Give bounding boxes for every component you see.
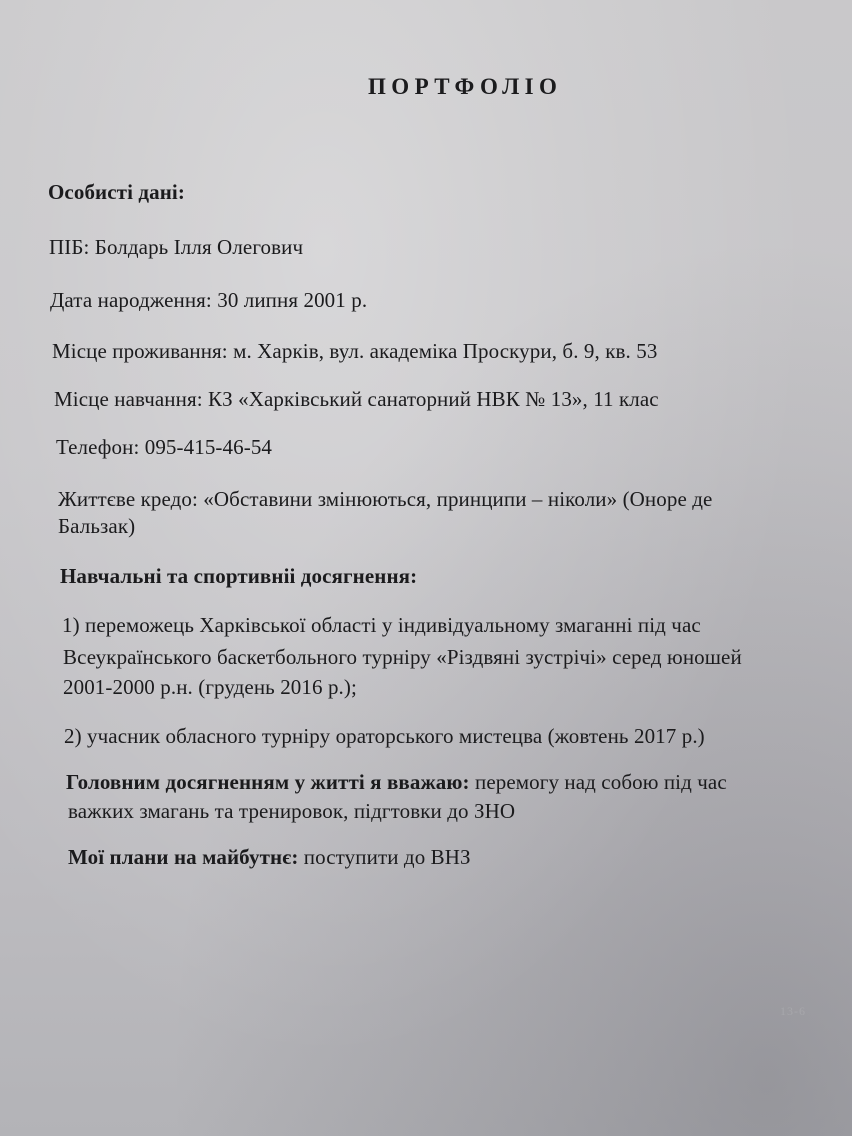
study-place-line: Місце навчання: КЗ «Харківський санаторний НВК № 13», 11 клас: [54, 387, 659, 411]
achievements-heading: Навчальні та спортивніі досягнення:: [60, 564, 418, 588]
achievement-item-1-line-2: Всеукраїнського баскетбольного турніру «Різдвяні зустрічі» серед юношей: [63, 645, 742, 669]
corner-mark: 13-6: [780, 1004, 806, 1018]
birth-date-line: Дата народження: 30 липня 2001 р.: [50, 288, 368, 312]
main-achievement-label: Головним досягненням у житті я вважаю:: [66, 770, 470, 794]
future-plans-text: поступити до ВНЗ: [298, 845, 471, 869]
personal-data-heading: Особисті дані:: [48, 180, 185, 204]
future-plans-line: [68, 843, 471, 871]
future-plans-label: Мої плани на майбутнє:: [68, 845, 299, 869]
achievement-item-2: 2) учасник обласного турніру ораторського мистецва (жовтень 2017 р.): [64, 724, 705, 748]
achievement-item-1-line-3: 2001-2000 р.н. (грудень 2016 р.);: [63, 675, 357, 699]
main-achievement-line-2: важких змагань та тренировок, підгтовки до ЗНО: [68, 799, 516, 823]
life-credo-line-2: Бальзак): [58, 514, 136, 538]
life-credo-line-1: Життєве кредо: «Обставини змінюються, принципи – ніколи» (Оноре де: [58, 487, 713, 511]
phone-line: Телефон: 095-415-46-54: [56, 435, 273, 459]
main-achievement-text-1: перемогу над собою під час: [469, 770, 727, 794]
full-name-line: ПІБ: Болдарь Ілля Олегович: [49, 235, 304, 259]
document-title: ПОРТФОЛІО: [368, 74, 563, 99]
main-achievement-line-1: [66, 768, 727, 796]
achievement-item-1-line-1: 1) переможець Харківської області у індивідуальному змаганні під час: [62, 613, 701, 637]
residence-line: Місце проживання: м. Харків, вул. академіка Проскури, б. 9, кв. 53: [52, 339, 658, 363]
